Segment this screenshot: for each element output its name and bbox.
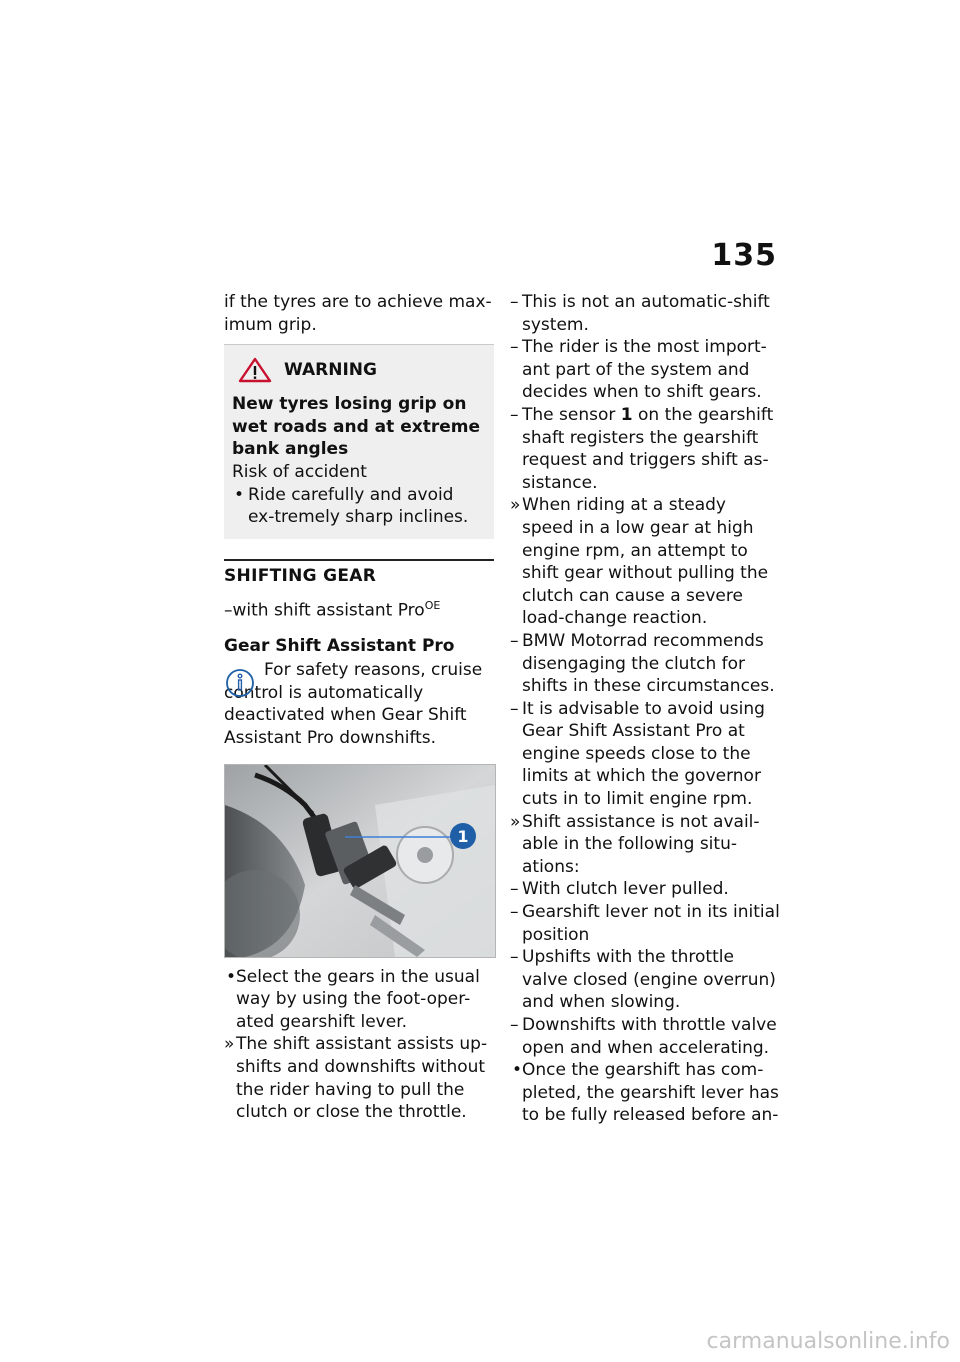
list-item — [510, 630, 780, 698]
warning-box — [224, 344, 494, 539]
list-item — [224, 966, 494, 1034]
list-item — [224, 1033, 494, 1123]
info-icon — [224, 665, 256, 699]
right-column — [510, 291, 780, 1127]
list-marker: – — [510, 902, 519, 923]
info-note — [224, 659, 494, 749]
list-item — [510, 494, 780, 630]
gearshift-sensor-illustration — [225, 765, 495, 957]
list-item — [510, 811, 780, 879]
list-marker: – — [510, 879, 519, 900]
list-marker: » — [510, 811, 521, 832]
list-item — [510, 946, 780, 1014]
list-item — [510, 404, 780, 494]
list-item — [510, 901, 780, 946]
list-item-text: The shift assistant assists up-shifts and downshifts without the rider having to pull the clutch or close the throttle. — [236, 1034, 488, 1123]
section-divider — [224, 559, 494, 561]
list-item-text: Gearshift lever not in its initial position — [522, 902, 780, 945]
warning-bullet — [232, 484, 484, 529]
list-marker: • — [512, 1060, 523, 1081]
intro-text: if the tyres are to achieve max-imum grip. — [224, 292, 492, 335]
list-item-text: Select the gears in the usual way by using the foot-oper-ated gearshift lever. — [236, 966, 480, 1032]
list-marker: – — [510, 1015, 519, 1035]
sensor-ref: 1 — [620, 404, 633, 425]
list-marker: – — [510, 337, 519, 358]
list-item-text: When riding at a steady speed in a low gear at high engine rpm, an attempt to shift gear without pulling the clutch can cause a severe load-change reaction. — [522, 495, 769, 629]
list-item-text: Upshifts with the throttle valve closed (engine overrun) and when slowing. — [522, 947, 776, 1013]
page-number: 135 — [711, 238, 777, 273]
list-marker: – — [510, 292, 519, 312]
list-marker: – — [510, 404, 519, 425]
figure-callout: 1 — [457, 826, 469, 846]
watermark: carmanualsonline.info — [706, 1329, 950, 1354]
section-title: SHIFTING GEAR — [224, 565, 377, 586]
info-note-text: For safety reasons, cruise control is automatically deactivated when Gear Shift Assistant Pro downshifts. — [224, 660, 483, 748]
text-after: on the gearshift shaft registers the gearshift request and triggers shift as-sistance. — [522, 404, 774, 493]
list-item — [510, 336, 780, 404]
warning-heading: New tyres losing grip on wet roads and at extreme bank angles — [232, 394, 480, 460]
list-item-text: Once the gearshift has com-pleted, the gearshift lever has to be fully released before an- — [522, 1060, 779, 1126]
list-item-text: BMW Motorrad recommends disengaging the clutch for shifts in these circumstances. — [522, 630, 775, 697]
section-subtitle — [224, 595, 494, 622]
list-marker: – — [510, 698, 519, 719]
list-marker: – — [510, 947, 519, 968]
warning-risk: Risk of accident — [232, 461, 367, 482]
list-item-text: Shift assistance is not avail-able in the following situ-ations: — [522, 811, 760, 877]
warning-header — [232, 357, 484, 383]
list-item-text: This is not an automatic-shift system. — [522, 292, 770, 335]
warning-bullet-text: Ride carefully and avoid ex-tremely sharp inclines. — [248, 484, 469, 528]
list-marker: » — [224, 1034, 235, 1055]
subheading: Gear Shift Assistant Pro — [224, 635, 455, 656]
left-column — [224, 291, 494, 1124]
bullet-marker: • — [234, 484, 245, 505]
list-item — [510, 291, 780, 336]
list-item-text: It is advisable to avoid using Gear Shift Assistant Pro at engine speeds close to the limits at which the governor cuts in to limit engine rpm. — [522, 698, 765, 810]
list-item — [510, 698, 780, 811]
list-marker: – — [510, 630, 519, 651]
warning-triangle-icon — [238, 357, 272, 383]
subtitle-text: –with shift assistant Pro — [224, 601, 425, 621]
list-item — [510, 1059, 780, 1127]
list-item-text: With clutch lever pulled. — [522, 879, 729, 900]
gearshift-sensor-figure — [224, 764, 496, 958]
list-item-text: Downshifts with throttle valve open and when accelerating. — [522, 1015, 777, 1058]
list-marker: • — [226, 966, 237, 987]
list-item-text — [520, 404, 780, 494]
subtitle-sup: OE — [424, 599, 441, 613]
list-item — [510, 878, 780, 901]
list-item-text: The rider is the most import-ant part of the system and decides when to shift gears. — [522, 337, 767, 403]
text-before: The sensor — [522, 404, 621, 425]
warning-title: WARNING — [284, 359, 377, 380]
list-item — [510, 1014, 780, 1059]
list-marker: » — [510, 495, 521, 516]
